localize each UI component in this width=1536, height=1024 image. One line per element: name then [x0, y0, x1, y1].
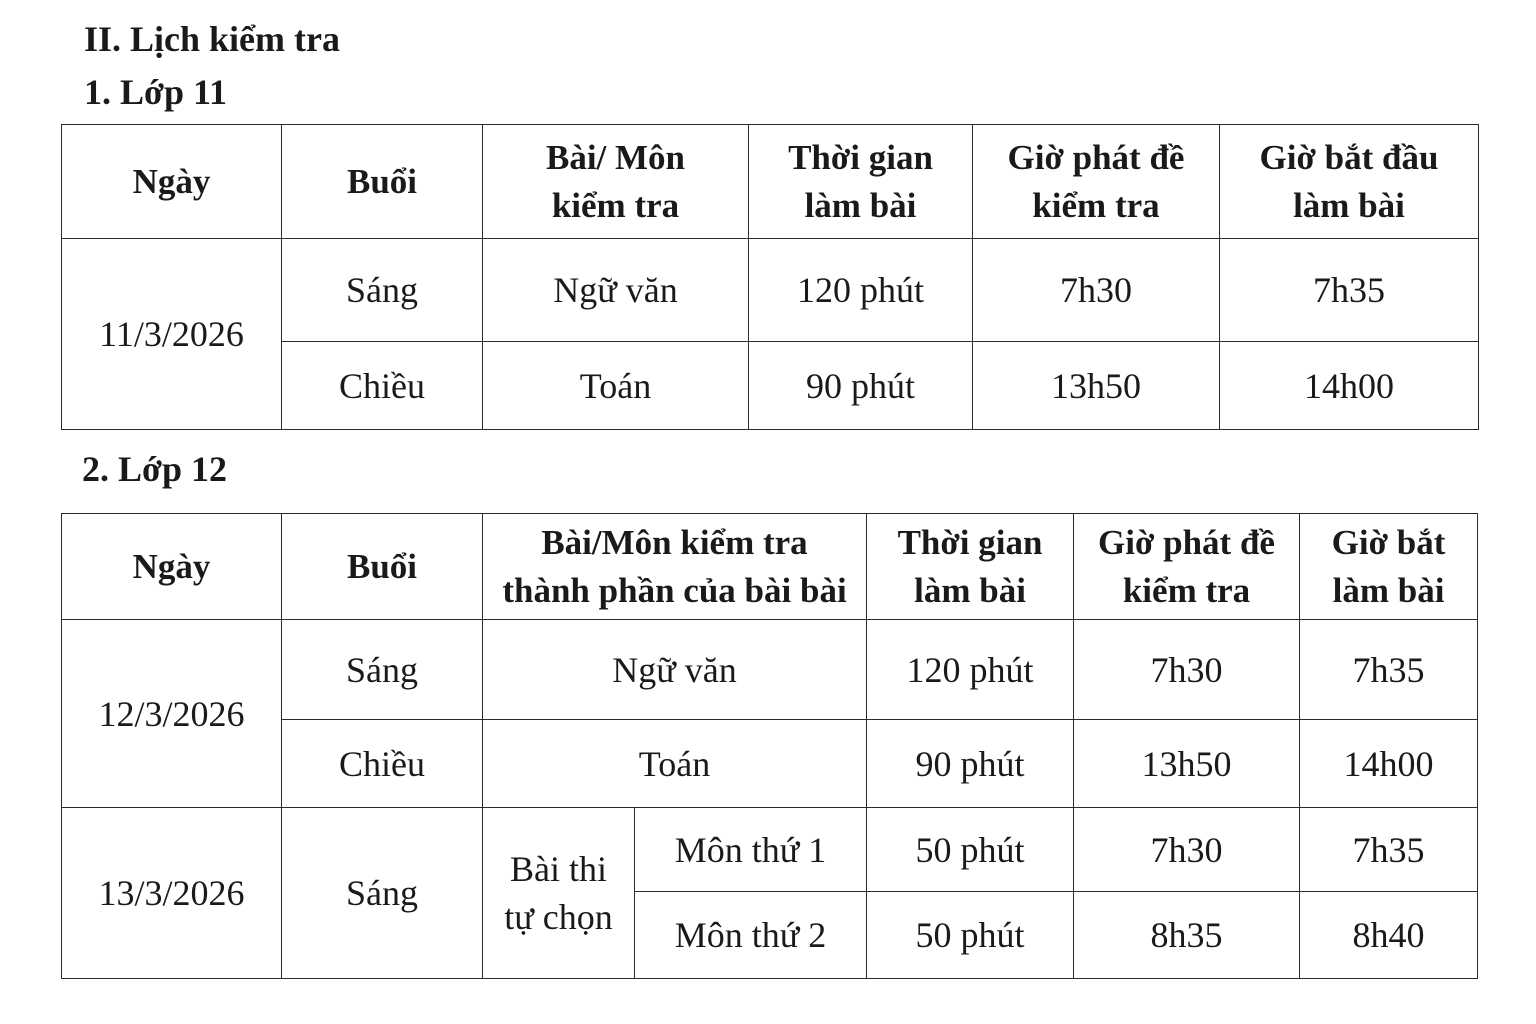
- header-date-label: Ngày: [132, 161, 211, 201]
- handout-time-cell: 13h50: [973, 342, 1220, 430]
- session-cell: Sáng: [282, 239, 483, 342]
- header-subject-line2: thành phần của bài bài: [502, 570, 847, 610]
- header-handout-time: [1074, 514, 1300, 620]
- elective-group-line2: tự chọn: [504, 897, 613, 937]
- header-subject-line2: kiểm tra: [551, 185, 680, 225]
- header-duration: [749, 125, 973, 239]
- start-time-cell: 14h00: [1300, 720, 1478, 808]
- header-subject-line1: Bài/ Môn: [545, 137, 686, 177]
- header-handout-line1: Giờ phát đề: [1007, 137, 1185, 177]
- date-cell: 12/3/2026: [62, 620, 282, 808]
- header-handout-line2: kiểm tra: [1032, 185, 1160, 225]
- header-duration-line2: làm bài: [804, 185, 917, 225]
- header-session-label: Buổi: [346, 161, 418, 201]
- duration-cell: 90 phút: [867, 720, 1074, 808]
- class11-schedule-table: [61, 124, 1479, 430]
- header-handout-time: [973, 125, 1220, 239]
- duration-cell: 120 phút: [749, 239, 973, 342]
- date-cell: 11/3/2026: [62, 239, 282, 430]
- header-date-label: Ngày: [132, 546, 211, 586]
- subject-cell: Ngữ văn: [483, 239, 749, 342]
- header-date: [62, 125, 282, 239]
- header-subject: [483, 125, 749, 239]
- elective-group-line1: Bài thi: [510, 849, 607, 889]
- table-row: [62, 808, 1478, 892]
- header-subject: [483, 514, 867, 620]
- header-session: [282, 125, 483, 239]
- duration-cell: 50 phút: [867, 892, 1074, 979]
- class11-title: 1. Lớp 11: [84, 72, 227, 112]
- class12-schedule-table: [61, 513, 1478, 979]
- start-time-cell: 7h35: [1220, 239, 1479, 342]
- handout-time-cell: 7h30: [973, 239, 1220, 342]
- duration-cell: 90 phút: [749, 342, 973, 430]
- header-duration-line2: làm bài: [914, 570, 1026, 610]
- session-cell: Sáng: [282, 620, 483, 720]
- table-header-row: [62, 514, 1478, 620]
- section-title: II. Lịch kiểm tra: [84, 19, 340, 59]
- handout-time-cell: 7h30: [1074, 620, 1300, 720]
- subject-cell: Toán: [483, 720, 867, 808]
- start-time-cell: 8h40: [1300, 892, 1478, 979]
- date-cell: 13/3/2026: [62, 808, 282, 979]
- subject-cell: Toán: [483, 342, 749, 430]
- header-start-line1: Giờ bắt: [1331, 522, 1446, 562]
- subject-cell: Ngữ văn: [483, 620, 867, 720]
- header-handout-line1: Giờ phát đề: [1098, 522, 1275, 562]
- header-duration: [867, 514, 1074, 620]
- header-start-time: [1220, 125, 1479, 239]
- session-cell: Sáng: [282, 808, 483, 979]
- subject-cell: Môn thứ 1: [635, 808, 867, 892]
- header-start-line2: làm bài: [1332, 570, 1445, 610]
- header-duration-line1: Thời gian: [788, 137, 933, 177]
- header-start-line2: làm bài: [1293, 185, 1405, 225]
- duration-cell: 120 phút: [867, 620, 1074, 720]
- header-start-line1: Giờ bắt đầu: [1259, 137, 1439, 177]
- duration-cell: 50 phút: [867, 808, 1074, 892]
- elective-group-cell: [483, 808, 635, 979]
- handout-time-cell: 8h35: [1074, 892, 1300, 979]
- header-start-time: [1300, 514, 1478, 620]
- handout-time-cell: 13h50: [1074, 720, 1300, 808]
- table-header-row: [62, 125, 1479, 239]
- header-session-label: Buổi: [346, 546, 418, 586]
- table-row: [62, 239, 1479, 342]
- start-time-cell: 7h35: [1300, 808, 1478, 892]
- subject-cell: Môn thứ 2: [635, 892, 867, 979]
- header-session: [282, 514, 483, 620]
- header-date: [62, 514, 282, 620]
- session-cell: Chiều: [282, 342, 483, 430]
- header-duration-line1: Thời gian: [897, 522, 1043, 562]
- header-handout-line2: kiểm tra: [1122, 570, 1251, 610]
- header-subject-line1: Bài/Môn kiểm tra: [541, 522, 808, 562]
- handout-time-cell: 7h30: [1074, 808, 1300, 892]
- start-time-cell: 7h35: [1300, 620, 1478, 720]
- table-row: [62, 620, 1478, 720]
- start-time-cell: 14h00: [1220, 342, 1479, 430]
- class12-title: 2. Lớp 12: [82, 449, 227, 489]
- session-cell: Chiều: [282, 720, 483, 808]
